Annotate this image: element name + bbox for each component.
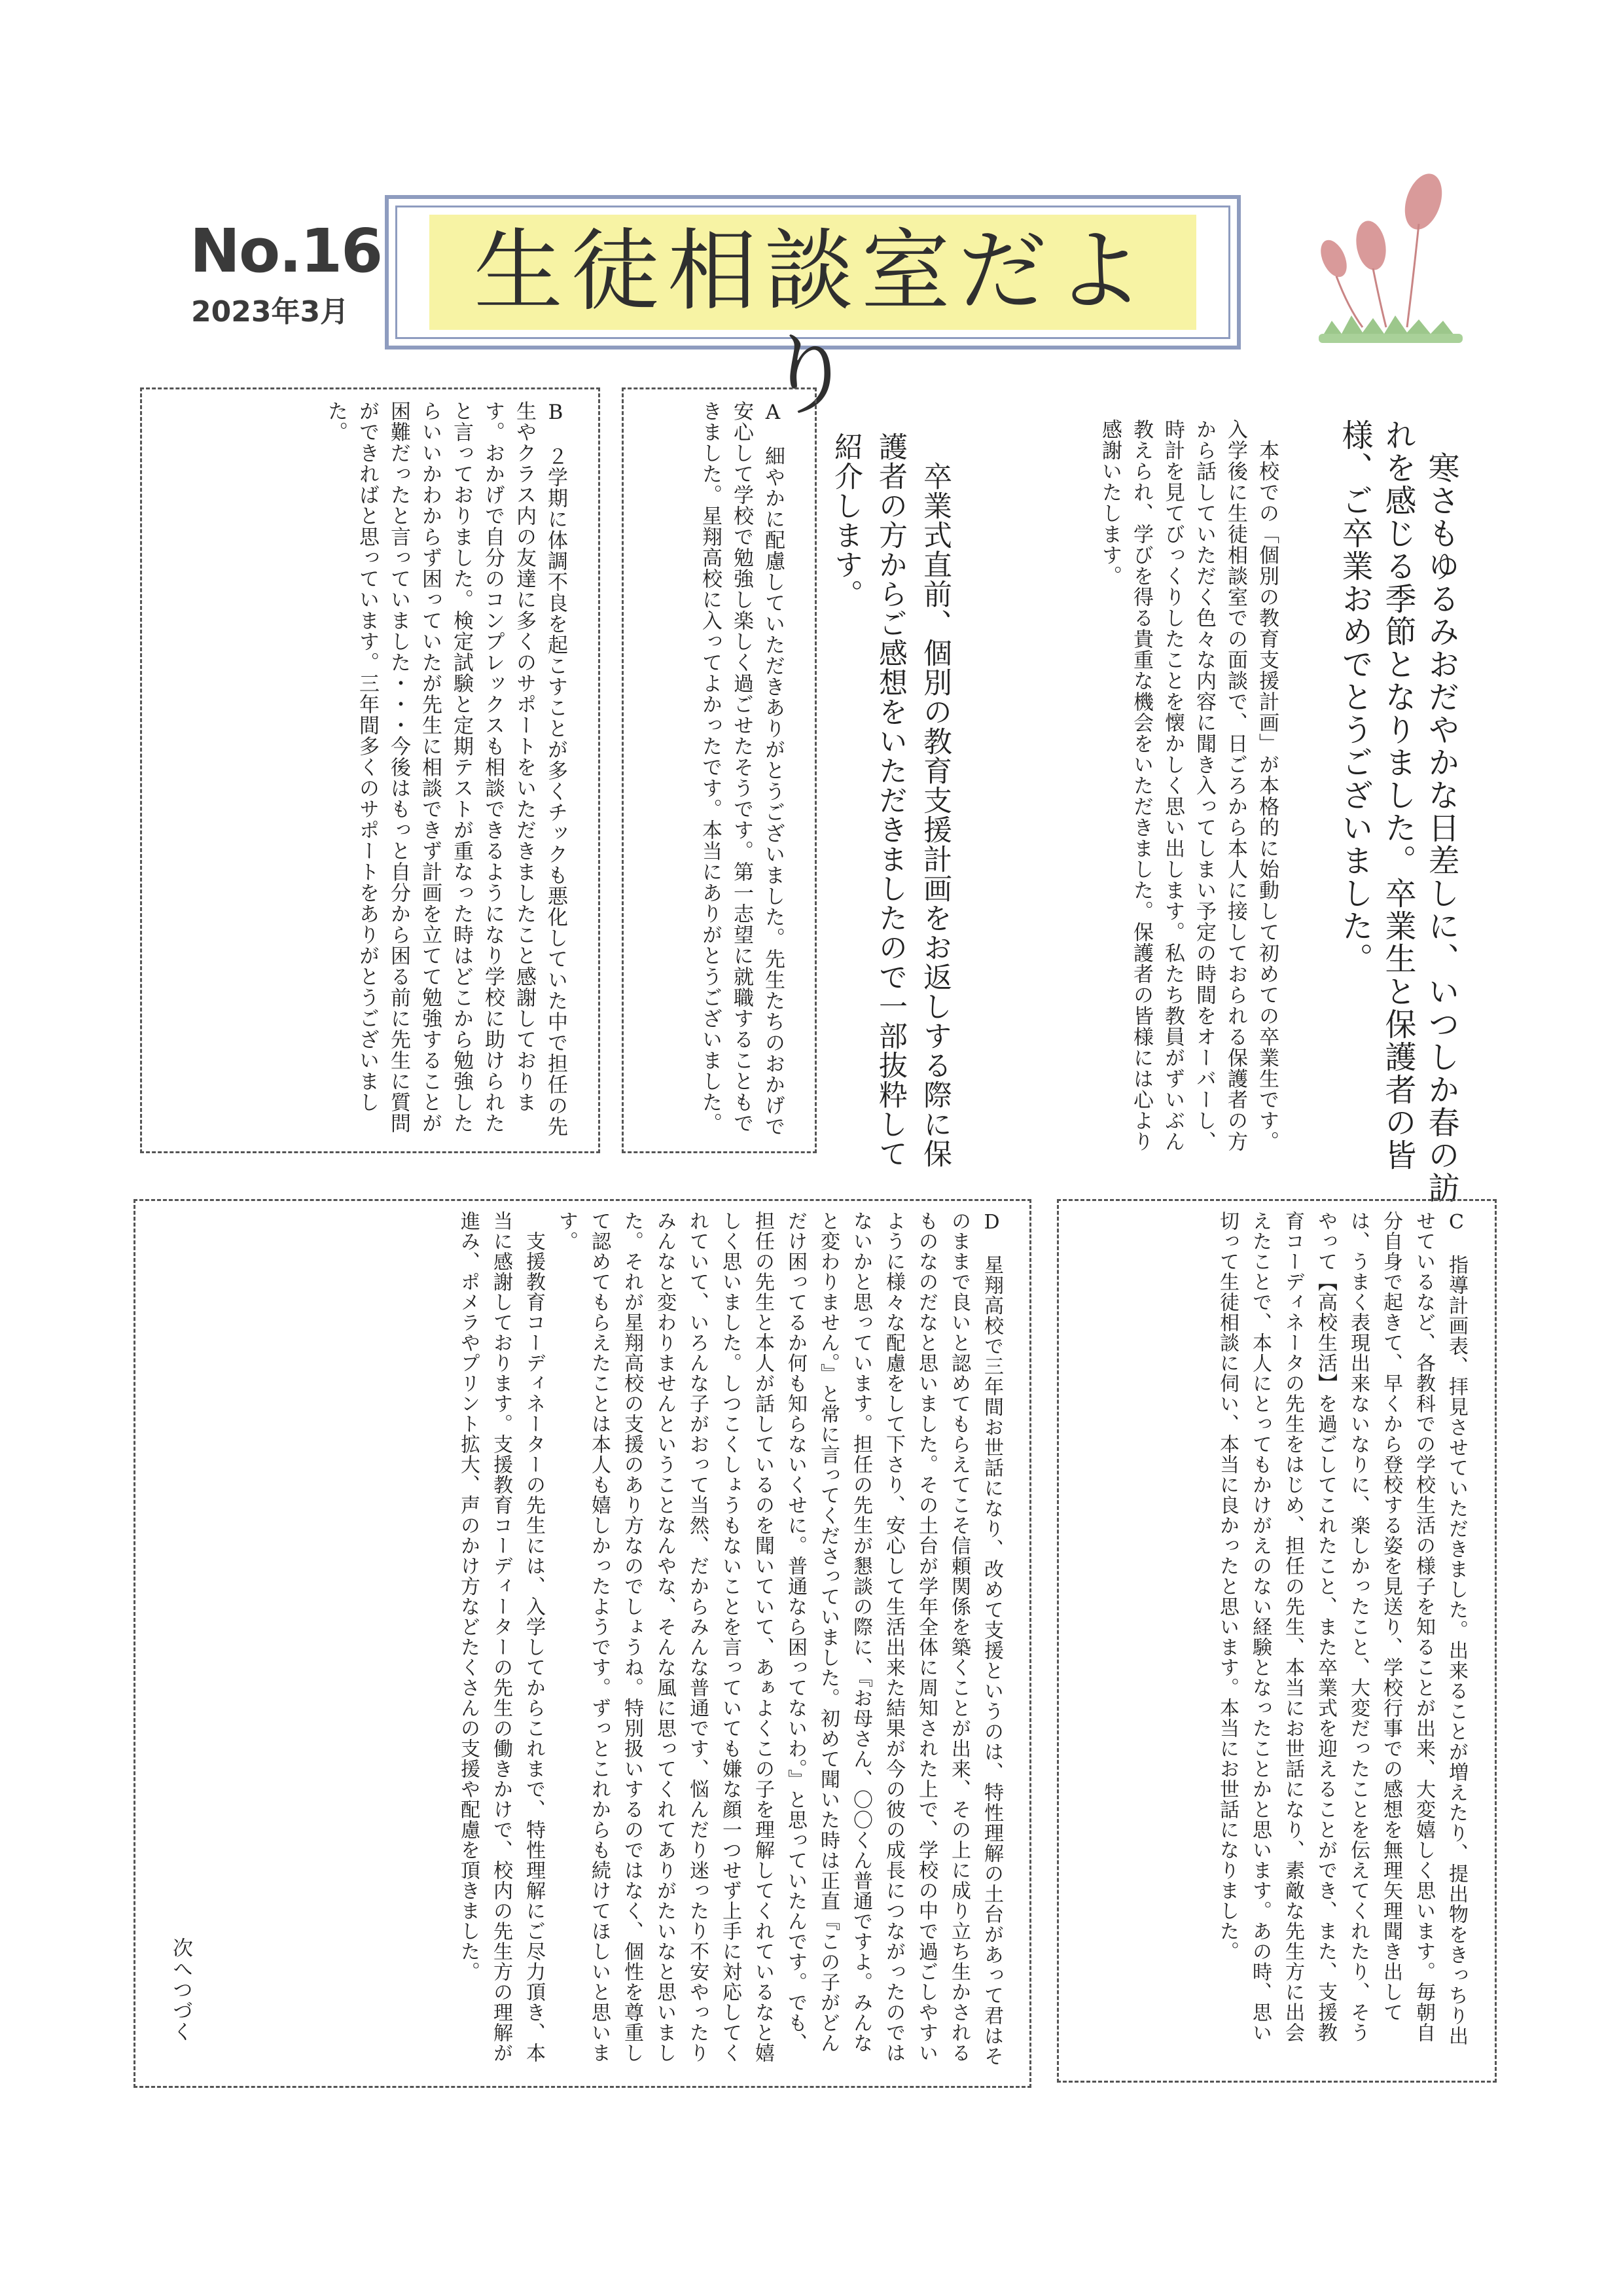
intro-text: 本校での「個別の教育支援計画」が本格的に始動して初めての卒業生です。入学後に生徒相談室での面談で、日ごろから本人に接しておられる保護者の方から話していただく色々な内容に聞き入ってしまい予定の時間をオーバーし、時計を見てびっくりしたことを懐かしく思い出します。私たち教員がずいぶん教えられ、学びを得る貴重な機会をいただきました。保護者の皆様には心より感謝いたします。 <box>1098 419 1279 1152</box>
lead-text: 卒業式直前、個別の教育支援計画をお返しする際に保護者の方からご感想をいただきましたので一部抜粋して紹介します。 <box>829 432 952 1168</box>
comment-d-text: D 星翔高校で三年間お世話になり、改めて支援というのは、特性理解の土台があって君はそのままで良いと認めてもらえてこそ信頼関係を築くことが出来、その上に成り立ち生かされるものなのだなと思いました。その土台が学年全体に周知された上で、学校の中で過ごしやすいように様々な配慮をして下さり、安心して生活出来た結果が今の彼の成長につながったのではないかと思っています。担任の先生が懇談の際に、『お母さん、〇〇くん普通ですよ。みんなと変わりません。』と常に言ってくださっていました。初めて聞いた時は正直『この子がどんだけ困ってるか何も知らないくせに。普通なら困ってないわ。』と思っていたんです。でも、担任の先生と本人が話しているのを聞いていて、あぁよくこの子を理解してくれているなと嬉しく思いました。しつこくしょうもないことを言っていても嫌な顔一つせず上手に対応してくれていて、いろんな子がおって当然、だからみんな普通です、悩んだり迷ったり不安やったりみんなと変わりませんということなんやな、そんな風に思ってくれてありがたいなと思いました。それが星翔高校の支援のあり方なのでしょうね。特別扱いするのではなく、個性を尊重して認めてもらえたことは本人も嬉しかったようです。ずっとこれからも続けてほしいと思います。 支援教育コーディネーターの先生には、入学してからこれまで、特性理解にご尽力頂き、本当に感謝しております。支援教育コーディーターの先生の働きかけで、校内の先生方の理解が進み、ポメラやプリント拡大、声のかけ方などたくさんの支援や配慮を頂きました。 <box>457 1211 1003 2066</box>
comment-c-text: C 指導計画表、拝見させていただきました。出来ることが増えたり、提出物をきっちり出せているなど、各教科での学校生活の様子を知ることが出来、大変嬉しく思います。毎朝自分自身で起きて、早くから登校する姿を見送り、学校行事での感想を無理矢理聞き出しては、うまく表現出来ないなりに、楽しかったこと、大変だったことを伝えてくれたり、そうやって【高校生活】を過ごしてこれたこと、また卒業式を迎えることができ、また、支援教育コーディネータの先生をはじめ、担任の先生、本当にお世話になり、素敵な先生方に出会えたことで、本人にとってもかけがえのない経験となったことかと思います。あの時、思い切って生徒相談に伺い、本当に良かったと思います。本当にお世話になりました。 <box>1216 1211 1468 2046</box>
page-title: 生徒相談室だより <box>474 220 1152 428</box>
comment-b-text: B ２学期に体調不良を起こすことが多くチックも悪化していた中で担任の先生やクラス内の友達に多くのサポートをいただきましたこと感謝しております。おかげで自分のコンプレックスも相談できるようになり学校に助けられたと言っておりました。検定試験と定期テストが重なった時はどこから勉強したらいいかわからず困っていたが先生に相談できず計画を立てて勉強することが困難だったと言っていました・・・今後はもっと自分から困る前に先生に質問ができればと思っています。三年間多くのサポートをありがとうございました。 <box>324 401 567 1137</box>
issue-number: No.16 <box>190 216 382 286</box>
flower-illustration <box>1309 170 1479 353</box>
continued-note: 次へつづく <box>169 1937 192 2042</box>
issue-date: 2023年3月 <box>191 295 349 329</box>
comment-a-text: A 細やかに配慮していただきありがとうございました。先生たちのおかげで安心して学校で勉強し楽しく過ごせたそうです。第一志望に就職することもできました。星翔高校に入ってよかったです。本当にありがとうございました。 <box>698 401 785 1137</box>
greeting-text: 寒さもゆるみおだやかな日差しに、いつしか春の訪れを感じる季節となりました。卒業生と保護者の皆様、ご卒業おめでとうございました。 <box>1336 419 1459 1204</box>
